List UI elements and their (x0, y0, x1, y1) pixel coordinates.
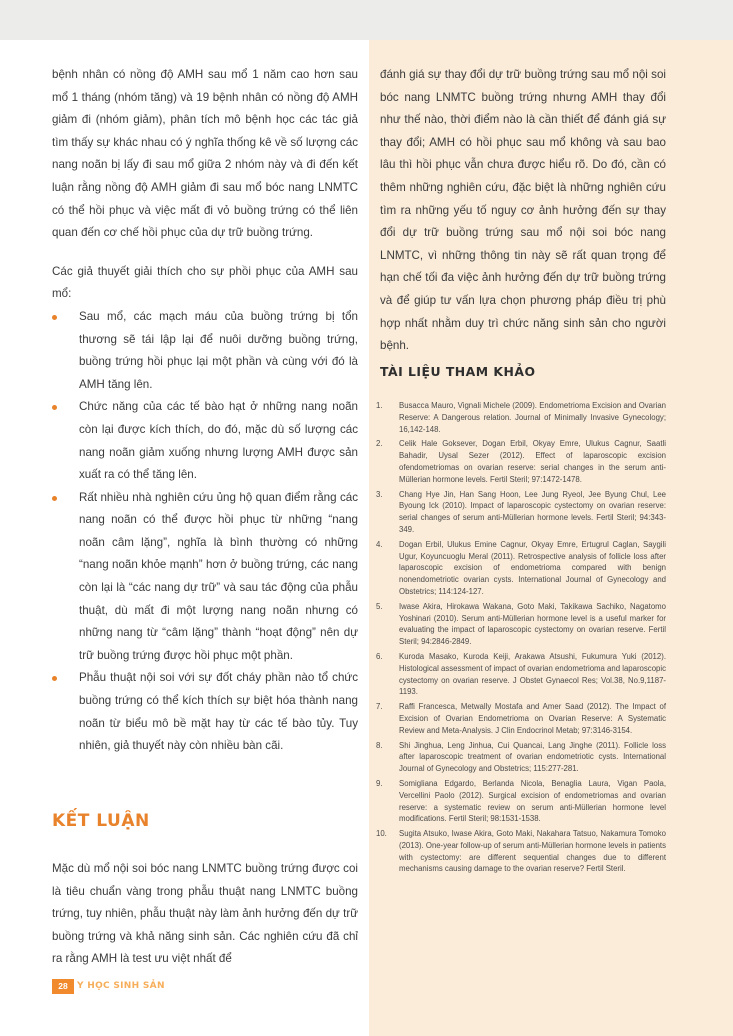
journal-title: Y HỌC SINH SẢN (77, 981, 165, 991)
list-item-text: Sau mổ, các mạch máu của buồng trứng bị tổn thương sẽ tái lập lại để nuôi dưỡng buồng trứng, buồng trứng hồi phục lại một phần và cùng với đó là AMH tăng lên. (79, 309, 358, 391)
reference-text: Celik Hale Goksever, Dogan Erbil, Okyay Emre, Ulukus Cagnur, Saatli Bahadir, Uysal Sezer (2012). Effect of laparoscopic excision ofendometriomas on ovarian reserve: serial changes in the serum anti-Müllerian hormone levels. Fertil Steril; 97:1472-1478. (399, 439, 666, 484)
reference-text: Somigliana Edgardo, Berlanda Nicola, Benaglia Laura, Vigan Paola, Vercellini Paolo (2012). Surgical excision of endometriomas and ovarian reserve: a systematic review on serum anti-Müllerian hormone level modifications. Fertil Steril; 98:1531-1538. (399, 778, 666, 824)
reference-text: Shi Jinghua, Leng Jinhua, Cui Quancai, Lang Jinghe (2011). Follicle loss after laparoscopic treatment of ovarian endometriotic cysts. International Journal of Gynecology and Obstetrics; 115:277-281. (399, 740, 666, 774)
reference-number: 5. (376, 601, 383, 611)
body-paragraph: bệnh nhân có nồng độ AMH sau mổ 1 năm cao hơn sau mổ 1 tháng (nhóm tăng) và 19 bệnh nhân có nồng độ AMH giảm đi (nhóm giảm), phân tích mô bệnh học các tác giả tìm thấy sự khác nhau có ý nghĩa thống kê về số lượng các nang noãn bị lấy đi sau mổ giữa 2 nhóm này và đi đến kết luận rằng nồng độ AMH giảm đi sau mổ bóc nang LNMTC có thể hồi phục và việc mất đi vỏ buồng trứng có thể liên quan đến cơ chế hồi phục của dự trữ buồng trứng. (52, 68, 358, 240)
reference-number: 6. (376, 651, 383, 661)
body-paragraph: đánh giá sự thay đổi dự trữ buồng trứng sau mổ nội soi bóc nang LNMTC buồng trứng nhưng AMH thay đổi như thế nào, thời điểm nào là cần thiết để đánh giá sự thay đổi; AMH có hồi phục sau mổ không và sau bao lâu thì hồi phục vẫn chưa được hiểu rõ. Do đó, cần có thêm những nghiên cứu, đặc biệt là những nghiên cứu tìm ra những yếu tố nguy cơ ảnh hưởng đến sự thay đổi dự trữ buồng trứng sau mổ nội soi bóc nang LNMTC, vì những thông tin này sẽ rất quan trọng để hạn chế tối đa việc ảnh hưởng đến dự trữ buồng trứng và để giúp tư vấn lựa chọn phương pháp điều trị phù hợp nhất nhằm duy trì chức năng sinh sản cho người bệnh. (380, 68, 666, 353)
reference-text: Chang Hye Jin, Han Sang Hoon, Lee Jung Ryeol, Jee Byung Chul, Lee Byoung Ick (2010). Impact of laparoscopic cystectomy on ovarian reserve: serial changes of serum anti-Müllerian hormone levels. Fertil Steril; 94:343-349. (399, 489, 666, 534)
hypothesis-list (52, 306, 358, 758)
reference-number: 1. (376, 401, 383, 410)
reference-number: 10. (376, 829, 387, 839)
body-paragraph: Các giả thuyết giải thích cho sự phồi phục của AMH sau mổ: (52, 264, 358, 301)
bullet-dot-icon (52, 405, 57, 410)
reference-number: 2. (376, 439, 383, 449)
reference-item (374, 651, 666, 698)
reference-text: Iwase Akira, Hirokawa Wakana, Goto Maki, Takikawa Sachiko, Nagatomo Yoshinari (2010). Serum anti-Müllerian hormone level is a useful marker for evaluating the impact of laparoscopic cystectomy on ovarian reserve. Fertil Steril; 94:2846-2849. (399, 601, 666, 647)
bullet-dot-icon (52, 315, 57, 320)
reference-text: Raffi Francesca, Metwally Mostafa and Amer Saad (2012). The Impact of Excision of Ovarian Endometrioma on Ovarian Reserve: A Systematic Review and Meta-Analysis. J Clin Endocrinol Metab; 97:3146-3154. (399, 702, 666, 735)
reference-item (374, 740, 666, 775)
reference-item (374, 489, 666, 536)
references-list (374, 400, 666, 878)
bullet-dot-icon (52, 496, 57, 501)
list-item (52, 306, 358, 396)
list-item-text: Phẫu thuật nội soi với sự đốt cháy phần nào tổ chức buồng trứng có thể kích thích sự biệt hóa thành nang noãn từ biểu mô bề mặt hay từ các tế bào tủy. Tuy nhiên, giả thuyết này còn nhiều bàn cãi. (79, 671, 358, 753)
list-item (52, 667, 358, 757)
reference-text: Dogan Erbil, Ulukus Emine Cagnur, Okyay Emre, Ertugrul Caglan, Saygili Ugur, Koyuncuoglu Meral (2011). Retrospective analysis of follicle loss after laparoscopic excision of endometrioma compared with benign nonendometriotic ovarian cysts. International Journal of Gynecology and Obstetrics; 114:124-127. (399, 539, 666, 596)
list-item-text: Chức năng của các tế bào hạt ở những nang noãn còn lại được kích thích, do đó, mặc dù số lượng các nang noãn giảm xuống nhưng lượng AMH được sản xuất ra có thể tăng lên. (79, 400, 358, 482)
reference-item (374, 438, 666, 485)
page-number: 28 (52, 979, 74, 994)
reference-text: Sugita Atsuko, Iwase Akira, Goto Maki, Nakahara Tatsuo, Nakamura Tomoko (2013). One-year follow-up of serum anti-Müllerian hormone levels in patients with cystectomy: are different sequential changes due to different mechanisms causing damage to the ovarian reserve? Fertil Steril. (399, 829, 666, 874)
reference-number: 8. (376, 740, 383, 750)
list-item (52, 487, 358, 668)
conclusion-paragraph: Mặc dù mổ nội soi bóc nang LNMTC buồng trứng được coi là tiêu chuẩn vàng trong phẫu thuật nang LNMTC buồng trứng, tuy nhiên, phẫu thuật này làm ảnh hưởng đến dự trữ buồng trứng và khả năng sinh sản. Các nghiên cứu đã chỉ ra rằng AMH là test ưu việt nhất để (52, 862, 358, 966)
reference-item (374, 400, 666, 435)
reference-item (374, 778, 666, 825)
conclusion-heading: KẾT LUẬN (52, 811, 150, 831)
right-column (380, 64, 666, 358)
reference-number: 3. (376, 489, 383, 499)
reference-text: Kuroda Masako, Kuroda Keiji, Arakawa Atsushi, Fukumura Yuki (2012). Histological assessment of impact of ovarian endometrioma and laparoscopic cystectomy on ovarian reserve. J Obstet Gynaecol Res; Vol.38, No.9,1187-1193. (399, 651, 666, 697)
conclusion-section (52, 858, 358, 971)
list-item (52, 396, 358, 486)
reference-number: 4. (376, 539, 383, 549)
bullet-dot-icon (52, 676, 57, 681)
list-item-text: Rất nhiều nhà nghiên cứu ủng hộ quan điểm rằng các nang noãn có thể được hồi phục từ những “nang noãn câm lặng”, nghĩa là bình thường có những “nang noãn khỏe mạnh” hơn ở buồng trứng, các nang còn lại là “các nang dự trữ” và sau tác động của phẫu thuật, dù mất đi một lượng nang noãn nhưng có những nang từ “câm lặng” thành “hoạt động” nên dự trữ buồng trứng được hồi phục một phần. (79, 490, 358, 662)
reference-item (374, 828, 666, 875)
reference-number: 7. (376, 702, 383, 712)
reference-text: Busacca Mauro, Vignali Michele (2009). Endometrioma Excision and Ovarian Reserve: A Dangerous relation. Journal of Minimally Invasive Gynecology; 16,142-148. (399, 401, 666, 434)
reference-item (374, 701, 666, 736)
reference-item (374, 539, 666, 598)
header-band (0, 0, 733, 40)
reference-item (374, 601, 666, 648)
reference-number: 9. (376, 778, 383, 788)
references-heading: TÀI LIỆU THAM KHẢO (380, 364, 536, 379)
left-column (52, 64, 358, 758)
